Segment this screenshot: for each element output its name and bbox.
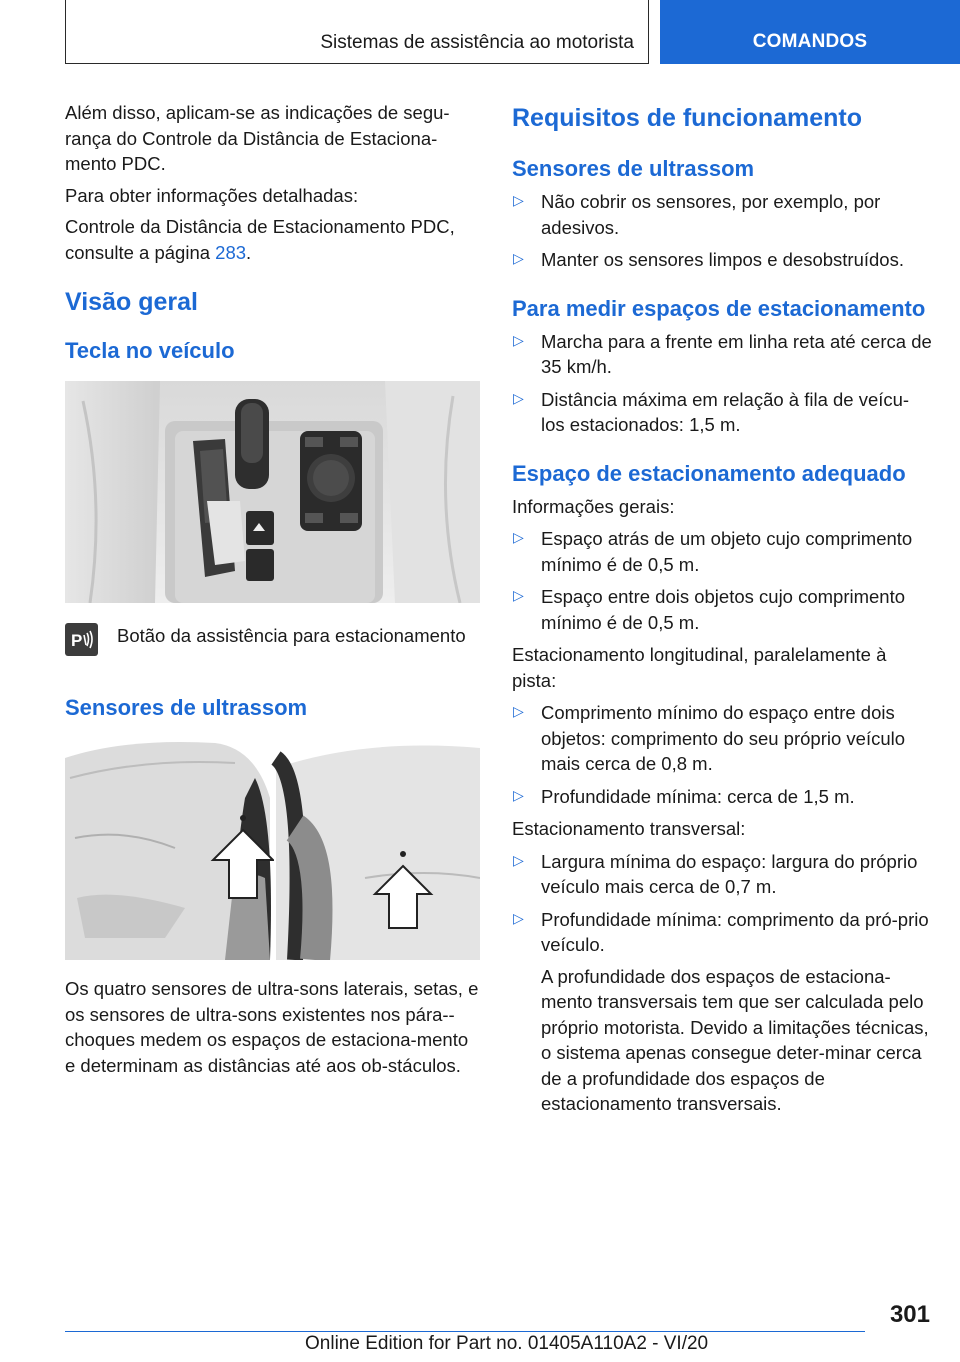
general-info-label: Informações gerais:	[512, 495, 675, 517]
sensors-description: Os quatro sensores de ultra-sons laterais, setas, e os sensores de ultra-sons existentes nos pára--choques medem os espaços de estaciona-mento e determinam as distâncias até aos ob-stáculos.	[65, 978, 479, 1076]
section-tab-label: COMANDOS	[752, 31, 868, 52]
heading-overview: Visão geral	[65, 288, 198, 316]
list-item: ▷ Comprimento mínimo do espaço entre dois objetos: comprimento do seu próprio veículo mais cerca de 0,8 m.	[513, 702, 906, 774]
bullet-triangle-icon: ▷	[513, 588, 524, 604]
measure-list	[512, 329, 932, 438]
transversal-label: Estacionamento transversal:	[512, 818, 746, 839]
heading-ultrasound-sensors: Sensores de ultrassom	[65, 695, 308, 720]
center-console-photo	[65, 381, 480, 603]
list-item: ▷ Distância máxima em relação à fila de veícu-los estacionados: 1,5 m.	[513, 388, 910, 435]
intro-paragraph-2: Para obter informações detalhadas:	[65, 184, 359, 206]
header-box	[65, 0, 649, 64]
section-title: Sistemas de assistência ao motorista	[320, 32, 634, 53]
parking-button-caption	[65, 623, 480, 656]
bullet-triangle-icon: ▷	[513, 251, 524, 267]
list-item: ▷ Não cobrir os sensores, por exemplo, por adesivos.	[513, 191, 881, 238]
page-number: 301	[889, 1301, 930, 1328]
list-item: ▷ Manter os sensores limpos e desobstruídos.	[512, 247, 932, 273]
heading-right-sensors: Sensores de ultrassom	[512, 156, 755, 181]
page-reference-link[interactable]: 283	[215, 241, 247, 263]
svg-text:P: P	[70, 630, 82, 650]
longitudinal-list	[512, 700, 932, 809]
parking-button-caption-text: Botão da assistência para estacionamento	[117, 625, 466, 646]
bumper-sensors-photo	[65, 738, 480, 960]
right-column	[512, 100, 932, 1117]
transversal-list	[512, 849, 932, 1117]
footer-divider	[65, 1331, 865, 1332]
sensors-list	[512, 189, 932, 273]
general-list	[512, 526, 932, 635]
heading-adequate-space: Espaço de estacionamento adequado	[512, 460, 906, 486]
bullet-triangle-icon: ▷	[513, 910, 524, 927]
bullet-triangle-icon: ▷	[513, 852, 524, 869]
heading-requirements: Requisitos de funcionamento	[512, 104, 863, 132]
list-item: ▷ Profundidade mínima: cerca de 1,5 m.	[512, 784, 932, 810]
heading-vehicle-button: Tecla no veículo	[65, 338, 235, 363]
bullet-triangle-icon: ▷	[513, 704, 524, 720]
bullet-triangle-icon: ▷	[513, 787, 524, 804]
heading-measure-spaces: Para medir espaços de estacionamento	[512, 295, 926, 321]
bullet-triangle-icon: ▷	[513, 530, 524, 546]
list-item: ▷ Marcha para a frente em linha reta até cerca de 35 km/h.	[513, 330, 932, 377]
parking-assist-icon	[65, 623, 98, 656]
bullet-triangle-icon: ▷	[513, 390, 524, 407]
edition-footer: Online Edition for Part no. 01405A110A2 - VI/20	[305, 1333, 709, 1354]
longitudinal-label: Estacionamento longitudinal, paralelamente à pista:	[512, 644, 887, 691]
bullet-triangle-icon: ▷	[513, 193, 524, 209]
list-item: ▷ Largura mínima do espaço: largura do próprio veículo mais cerca de 0,7 m.	[513, 850, 918, 897]
transversal-note: A profundidade dos espaços de estaciona-mento transversais tem que ser calculada pelo próprio motorista. Devido a limitações técnicas, o sistema apenas consegue deter-minar cerca de a profundidade dos espaços de estacionamento transversais.	[541, 965, 929, 1114]
list-item: ▷ Espaço atrás de um objeto cujo comprimento mínimo é de 0,5 m.	[513, 528, 913, 575]
intro-paragraph-1: Além disso, aplicam-se as indicações de segu-rança do Controle da Distância de Estaciona-mento PDC.	[65, 102, 450, 174]
list-item: ▷ Espaço entre dois objetos cujo comprimento mínimo é de 0,5 m.	[513, 586, 906, 633]
intro-paragraph-3: Controle da Distância de Estacionamento PDC, consulte a página 283.	[65, 216, 455, 263]
list-item: ▷ Profundidade mínima: comprimento da pró-prio veículo. A profundidade dos espaços de estaciona-mento transversais tem que ser calculada pelo próprio motorista. Devido a limitações técnicas, o sistema apenas consegue deter-minar cerca de a profundidade dos espaços de estacionamento transversais.	[512, 907, 932, 1117]
section-tab[interactable]	[660, 0, 960, 64]
bullet-triangle-icon: ▷	[513, 332, 524, 349]
left-column	[65, 100, 480, 1078]
